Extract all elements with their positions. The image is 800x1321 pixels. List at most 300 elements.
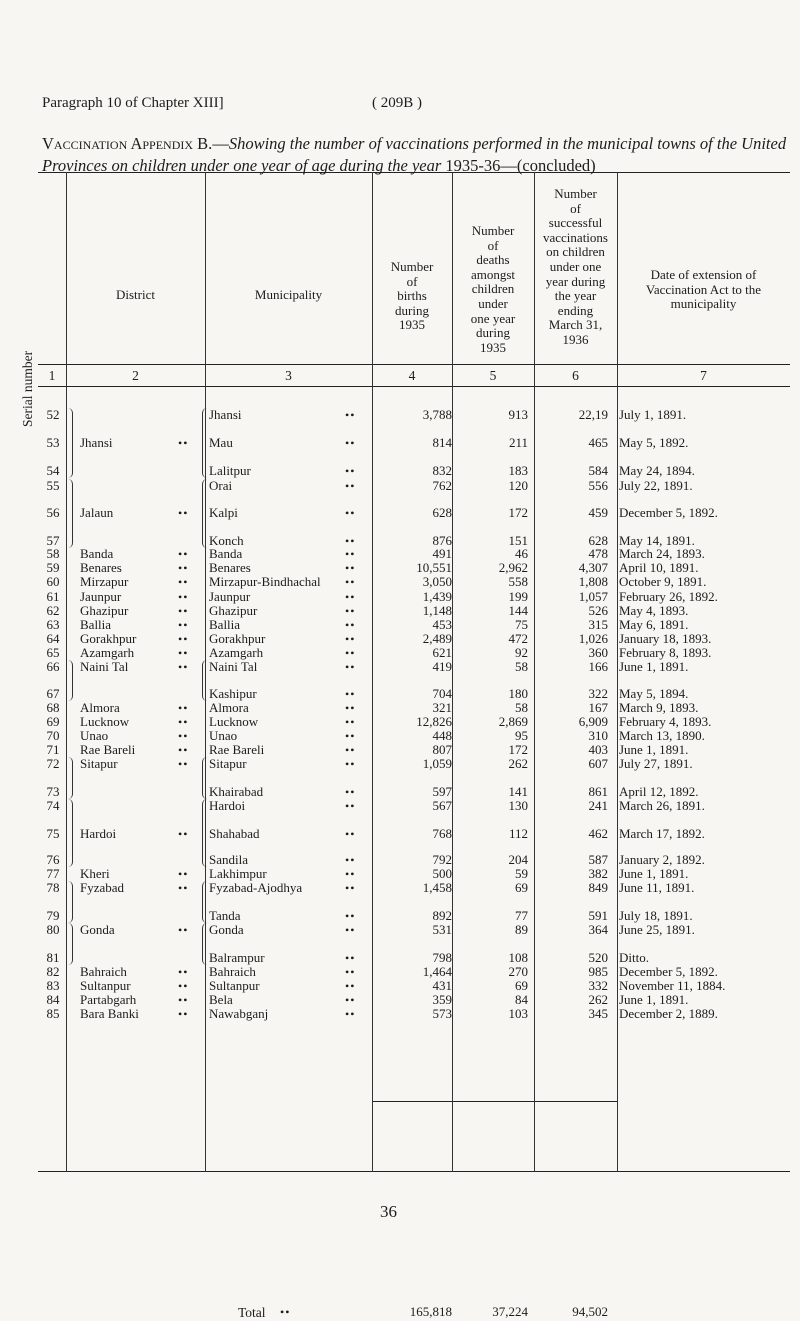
extension-date: June 1, 1891. (619, 742, 689, 757)
serial-number: 64 (46, 631, 60, 646)
leader-dots: •• (345, 881, 356, 895)
leader-dots: •• (178, 632, 189, 646)
vaccinations-value: 167 (588, 700, 608, 715)
municipality-name: Unao (209, 728, 238, 743)
births-value: 359 (432, 992, 452, 1007)
serial-number: 62 (46, 603, 60, 618)
leader-dots: •• (345, 646, 356, 660)
leader-dots: •• (178, 646, 189, 660)
municipality-name: Rae Bareli (209, 742, 265, 757)
vaccinations-value: 332 (588, 978, 608, 993)
vaccination-table (20, 172, 790, 1320)
header-line: deaths (476, 252, 510, 268)
municipality-name: Khairabad (209, 784, 264, 799)
leader-dots: •• (178, 979, 189, 993)
vaccinations-value: 526 (588, 603, 608, 618)
serial-number: 61 (46, 589, 60, 604)
col-header-date (617, 268, 790, 312)
deaths-value: 84 (515, 992, 528, 1007)
births-value: 500 (432, 866, 452, 881)
municipality-name: Mau (209, 435, 233, 450)
serial-number: 66 (46, 659, 60, 674)
extension-date: June 1, 1891. (619, 992, 689, 1007)
deaths-value: 46 (515, 546, 528, 561)
serial-number: 58 (46, 546, 60, 561)
deaths-value: 144 (508, 603, 528, 618)
col-number-6: 6 (572, 368, 579, 383)
vaccinations-value: 591 (588, 908, 608, 923)
header-line: March 31, (548, 317, 603, 333)
municipality-name: Sultanpur (209, 978, 260, 993)
col-number-7: 7 (700, 368, 707, 383)
vaccinations-value: 22,19 (578, 407, 608, 422)
deaths-value: 112 (508, 826, 528, 841)
municipality-name: Jaunpur (209, 589, 251, 604)
group-brace (68, 757, 73, 799)
district-name: Kheri (80, 866, 110, 881)
extension-date: July 27, 1891. (619, 756, 693, 771)
header-line: municipality (670, 296, 737, 312)
group-brace (202, 799, 207, 867)
header-line: one year (470, 310, 516, 326)
deaths-value: 77 (515, 908, 528, 923)
serial-number: 74 (46, 798, 60, 813)
births-value: 321 (432, 700, 452, 715)
births-value: 876 (432, 533, 452, 548)
district-name: Sitapur (80, 756, 118, 771)
vaccinations-value: 4,307 (578, 560, 608, 575)
extension-date: February 26, 1892. (619, 589, 718, 604)
births-value: 531 (432, 922, 452, 937)
group-brace (202, 408, 207, 478)
municipality-name: Gorakhpur (209, 631, 266, 646)
col-number-3: 3 (285, 368, 292, 383)
deaths-value: 172 (508, 505, 528, 520)
births-value: 768 (432, 826, 452, 841)
deaths-value: 120 (508, 478, 528, 493)
municipality-name: Lalitpur (209, 463, 251, 478)
leader-dots: •• (178, 590, 189, 604)
group-brace (202, 923, 207, 965)
extension-date: April 10, 1891. (619, 560, 699, 575)
group-brace (202, 660, 207, 701)
extension-date: July 22, 1891. (619, 478, 693, 493)
header-line: year during (545, 273, 606, 289)
vaccinations-value: 403 (588, 742, 608, 757)
deaths-value: 103 (508, 1006, 528, 1021)
deaths-value: 558 (508, 574, 528, 589)
serial-number: 77 (46, 866, 60, 881)
leader-dots: •• (345, 1007, 356, 1021)
leader-dots: •• (345, 561, 356, 575)
group-brace (68, 660, 73, 701)
serial-number: 65 (46, 645, 60, 660)
vaccinations-value: 360 (588, 645, 608, 660)
col-number-2: 2 (132, 368, 139, 383)
leader-dots: •• (345, 575, 356, 589)
leader-dots: •• (178, 993, 189, 1007)
serial-number: 72 (46, 756, 60, 771)
deaths-value: 204 (508, 852, 528, 867)
deaths-value: 472 (508, 631, 528, 646)
births-value: 814 (432, 435, 452, 450)
vaccinations-value: 584 (588, 463, 608, 478)
vaccinations-value: 6,909 (578, 714, 608, 729)
municipality-name: Mirzapur-Bindhachal (209, 574, 321, 589)
serial-number: 70 (46, 728, 60, 743)
serial-number: 53 (46, 435, 60, 450)
header-page-number: ( 209B ) (372, 95, 422, 111)
births-value: 10,551 (416, 560, 452, 575)
vaccinations-value: 459 (588, 505, 608, 520)
serial-number: 76 (46, 852, 60, 867)
caption-tail: 1935-36—(concluded) (441, 156, 596, 175)
municipality-name: Gonda (209, 922, 244, 937)
serial-number: 75 (46, 826, 60, 841)
col-header-serial: Serial number (20, 350, 35, 427)
deaths-value: 69 (515, 880, 528, 895)
births-value: 792 (432, 852, 452, 867)
municipality-name: Fyzabad-Ajodhya (209, 880, 303, 895)
extension-date: October 9, 1891. (619, 574, 707, 589)
leader-dots: •• (345, 506, 356, 520)
district-name: Partabgarh (80, 992, 137, 1007)
leader-dots: •• (178, 575, 189, 589)
births-value: 1,059 (422, 756, 452, 771)
header-line: under one (549, 258, 602, 274)
vaccinations-value: 628 (588, 533, 608, 548)
vaccinations-value: 465 (588, 435, 608, 450)
deaths-value: 95 (515, 728, 528, 743)
district-name: Bahraich (80, 964, 127, 979)
col-number-1: 1 (48, 368, 56, 383)
leader-dots: •• (178, 506, 189, 520)
deaths-value: 58 (515, 659, 528, 674)
header-line: under (478, 295, 508, 311)
births-value: 453 (432, 617, 452, 632)
leader-dots: •• (345, 534, 356, 548)
municipality-name: Tanda (209, 908, 241, 923)
deaths-value: 262 (508, 756, 528, 771)
municipality-name: Bahraich (209, 964, 256, 979)
leader-dots: •• (345, 687, 356, 701)
deaths-value: 199 (508, 589, 528, 604)
leader-dots: •• (178, 547, 189, 561)
municipality-name: Nawabganj (209, 1006, 269, 1021)
header-line: children (471, 281, 515, 297)
header-line: ending (557, 302, 594, 318)
municipality-name: Benares (209, 560, 251, 575)
leader-dots: •• (345, 951, 356, 965)
serial-number: 63 (46, 617, 60, 632)
vaccinations-value: 587 (588, 852, 608, 867)
leader-dots: •• (345, 408, 356, 422)
vaccinations-value: 478 (588, 546, 608, 561)
header-line: amongst (470, 266, 516, 282)
vaccinations-value: 382 (588, 866, 608, 881)
vaccinations-value: 1,057 (578, 589, 608, 604)
leader-dots: •• (345, 799, 356, 813)
serial-number: 68 (46, 700, 60, 715)
serial-number: 56 (46, 505, 60, 520)
vaccinations-value: 849 (588, 880, 608, 895)
leader-dots: •• (345, 923, 356, 937)
leader-dots: •• (178, 701, 189, 715)
header-line: during (395, 302, 429, 318)
leader-dots: •• (345, 701, 356, 715)
births-value: 3,788 (422, 407, 452, 422)
leader-dots: •• (178, 729, 189, 743)
deaths-value: 270 (508, 964, 528, 979)
municipality-name: Ballia (209, 617, 241, 632)
births-value: 573 (432, 1006, 452, 1021)
vaccinations-value: 1,808 (578, 574, 608, 589)
header-line: 1936 (562, 331, 589, 347)
municipality-name: Kalpi (209, 505, 238, 520)
births-value: 597 (432, 784, 452, 799)
header-line: during (476, 325, 510, 341)
extension-date: May 6, 1891. (619, 617, 689, 632)
district-name: Jhansi (80, 435, 113, 450)
municipality-name: Bela (209, 992, 233, 1007)
district-name: Benares (80, 560, 122, 575)
group-brace (68, 479, 73, 548)
municipality-name: Shahabad (209, 826, 260, 841)
col-header-deaths (452, 224, 534, 355)
serial-number: 67 (46, 686, 60, 701)
header-line: Vaccination Act to the (645, 281, 762, 297)
group-brace (202, 757, 207, 799)
deaths-value: 75 (515, 617, 528, 632)
caption-description: Showing the number of vaccinations performed in the municipal towns of the United Provinces on children under one year of age during the year (42, 134, 787, 175)
leader-dots: •• (345, 965, 356, 979)
vaccinations-value: 262 (588, 992, 608, 1007)
vaccinations-value: 985 (588, 964, 608, 979)
col-number-5: 5 (489, 368, 497, 383)
municipality-name: Hardoi (209, 798, 246, 813)
deaths-value: 211 (508, 435, 528, 450)
births-value: 1,464 (422, 964, 452, 979)
header-line: the year (554, 288, 597, 304)
leader-dots: •• (178, 743, 189, 757)
deaths-value: 108 (508, 950, 528, 965)
col-header-district: District (116, 287, 155, 302)
extension-date: July 18, 1891. (619, 908, 693, 923)
extension-date: May 5, 1894. (619, 686, 689, 701)
births-value: 2,489 (422, 631, 452, 646)
extension-date: January 2, 1892. (619, 852, 705, 867)
vaccinations-value: 322 (588, 686, 608, 701)
header-line: Number (471, 223, 515, 238)
header-line: of (406, 273, 418, 289)
extension-date: June 11, 1891. (619, 880, 695, 895)
district-name: Bara Banki (80, 1006, 139, 1021)
district-name: Gonda (80, 922, 115, 937)
district-name: Mirzapur (80, 574, 129, 589)
leader-dots: •• (345, 729, 356, 743)
col-header-municipality: Municipality (254, 287, 323, 302)
header-line: Date of extension of (650, 267, 757, 282)
serial-number: 83 (46, 978, 60, 993)
district-name: Rae Bareli (80, 742, 136, 757)
vaccinations-value: 166 (588, 659, 608, 674)
deaths-value: 180 (508, 686, 528, 701)
extension-date: May 14, 1891. (619, 533, 695, 548)
deaths-value: 172 (508, 742, 528, 757)
total-births: 165,818 (409, 1304, 452, 1319)
group-brace (202, 881, 207, 923)
municipality-name: Sandila (209, 852, 248, 867)
extension-date: Ditto. (619, 950, 649, 965)
deaths-value: 913 (508, 407, 528, 422)
extension-date: December 5, 1892. (619, 505, 718, 520)
births-value: 798 (432, 950, 452, 965)
district-name: Banda (80, 546, 114, 561)
births-value: 3,050 (422, 574, 452, 589)
extension-date: June 1, 1891. (619, 659, 689, 674)
header-line: of (570, 200, 581, 216)
leader-dots: •• (345, 827, 356, 841)
births-value: 491 (432, 546, 452, 561)
group-brace (68, 799, 73, 867)
deaths-value: 89 (515, 922, 528, 937)
header-line: 1935 (399, 317, 425, 333)
leader-dots: •• (178, 923, 189, 937)
births-value: 762 (432, 478, 452, 493)
births-value: 448 (432, 728, 452, 743)
municipality-name: Ghazipur (209, 603, 258, 618)
total-leader-dots: •• (280, 1305, 291, 1319)
municipality-name: Jhansi (209, 407, 242, 422)
deaths-value: 141 (508, 784, 528, 799)
births-value: 1,439 (422, 589, 452, 604)
district-name: Jalaun (80, 505, 114, 520)
births-value: 567 (432, 798, 452, 813)
leader-dots: •• (345, 853, 356, 867)
leader-dots: •• (345, 618, 356, 632)
header-line: 1935 (480, 339, 506, 355)
vaccinations-value: 315 (588, 617, 608, 632)
leader-dots: •• (178, 436, 189, 450)
deaths-value: 92 (515, 645, 528, 660)
leader-dots: •• (345, 604, 356, 618)
extension-date: March 24, 1893. (619, 546, 705, 561)
vaccinations-value: 520 (588, 950, 608, 965)
municipality-name: Balrampur (209, 950, 265, 965)
serial-number: 79 (46, 908, 60, 923)
leader-dots: •• (345, 479, 356, 493)
district-name: Lucknow (80, 714, 130, 729)
deaths-value: 58 (515, 700, 528, 715)
municipality-name: Lakhimpur (209, 866, 267, 881)
leader-dots: •• (178, 1007, 189, 1021)
serial-number: 54 (46, 463, 60, 478)
serial-number: 73 (46, 784, 60, 799)
leader-dots: •• (178, 715, 189, 729)
header-line: births (397, 288, 427, 304)
caption-lead: Vaccination Appendix B. (42, 134, 213, 153)
extension-date: June 25, 1891. (619, 922, 695, 937)
district-name: Fyzabad (80, 880, 125, 895)
header-line: successful (548, 215, 603, 231)
leader-dots: •• (178, 757, 189, 771)
leader-dots: •• (345, 464, 356, 478)
leader-dots: •• (345, 547, 356, 561)
serial-number: 69 (46, 714, 60, 729)
extension-date: December 2, 1889. (619, 1006, 718, 1021)
serial-number: 60 (46, 574, 60, 589)
extension-date: December 5, 1892. (619, 964, 718, 979)
header-line: Number (390, 259, 434, 274)
vaccinations-value: 462 (588, 826, 608, 841)
extension-date: March 13, 1890. (619, 728, 705, 743)
group-brace (68, 881, 73, 923)
district-name: Ghazipur (80, 603, 129, 618)
extension-date: April 12, 1892. (619, 784, 699, 799)
col-header-vaccinations (534, 187, 617, 348)
serial-number: 78 (46, 880, 60, 895)
leader-dots: •• (345, 867, 356, 881)
leader-dots: •• (345, 660, 356, 674)
extension-date: March 17, 1892. (619, 826, 705, 841)
district-name: Unao (80, 728, 109, 743)
municipality-name: Orai (209, 478, 233, 493)
vaccinations-value: 241 (588, 798, 608, 813)
extension-date: February 4, 1893. (619, 714, 712, 729)
vaccinations-value: 310 (588, 728, 608, 743)
header-line: of (487, 237, 499, 253)
leader-dots: •• (178, 881, 189, 895)
births-value: 832 (432, 463, 452, 478)
header-line: on children (546, 244, 605, 260)
total-vaccinations: 94,502 (572, 1304, 608, 1319)
district-name: Jaunpur (80, 589, 122, 604)
leader-dots: •• (178, 561, 189, 575)
extension-date: March 9, 1893. (619, 700, 699, 715)
municipality-name: Azamgarh (209, 645, 264, 660)
deaths-value: 130 (508, 798, 528, 813)
leader-dots: •• (178, 827, 189, 841)
extension-date: May 5, 1892. (619, 435, 689, 450)
births-value: 419 (432, 659, 452, 674)
municipality-name: Konch (209, 533, 244, 548)
district-name: Naini Tal (80, 659, 129, 674)
vaccinations-value: 607 (588, 756, 608, 771)
group-brace (68, 408, 73, 478)
col-number-4: 4 (408, 368, 416, 383)
header-paragraph-ref: Paragraph 10 of Chapter XIII] (42, 95, 224, 111)
vaccinations-value: 345 (588, 1006, 608, 1021)
district-name: Sultanpur (80, 978, 131, 993)
deaths-value: 2,869 (498, 714, 528, 729)
extension-date: November 11, 1884. (619, 978, 726, 993)
header-line: Number (554, 186, 597, 201)
vaccinations-value: 861 (588, 784, 608, 799)
municipality-name: Sitapur (209, 756, 247, 771)
serial-number: 52 (46, 407, 60, 422)
col-header-births (372, 260, 452, 333)
total-label: Total (238, 1305, 266, 1320)
deaths-value: 2,962 (498, 560, 528, 575)
leader-dots: •• (178, 965, 189, 979)
births-value: 431 (432, 978, 452, 993)
municipality-name: Lucknow (209, 714, 259, 729)
leader-dots: •• (345, 590, 356, 604)
leader-dots: •• (345, 632, 356, 646)
births-value: 807 (432, 742, 452, 757)
district-name: Almora (80, 700, 120, 715)
leader-dots: •• (178, 604, 189, 618)
